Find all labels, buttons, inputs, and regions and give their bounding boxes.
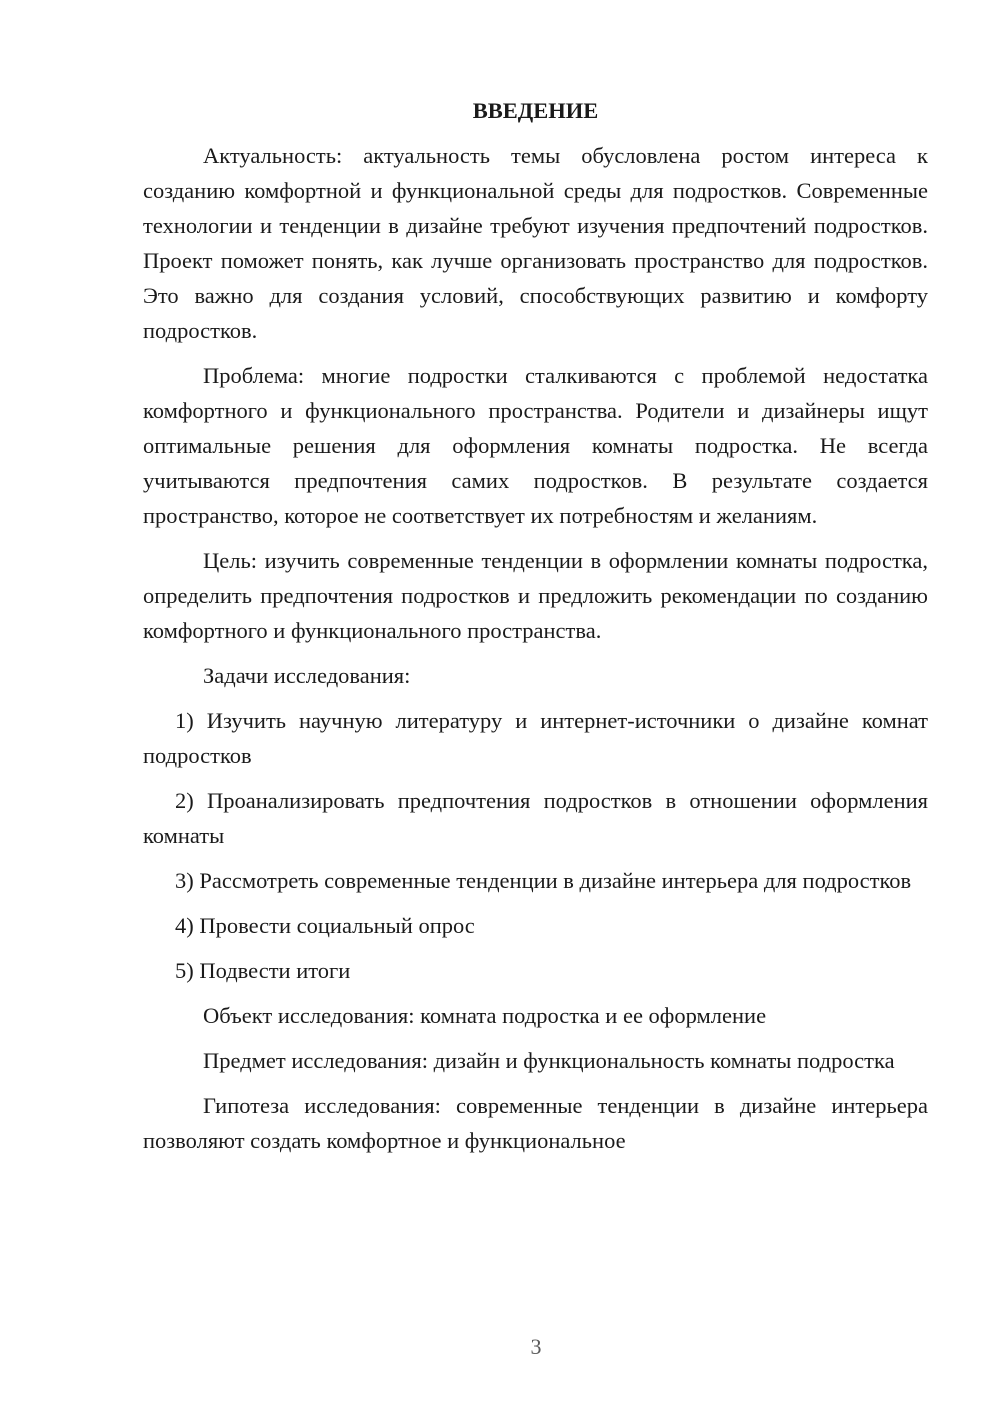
goal-paragraph: Цель: изучить современные тенденции в оформлении комнаты подростка, определить предпочтения подростков и предложить рекомендации по созданию комфортного и функционального пространства. — [143, 548, 928, 643]
relevance-paragraph: Актуальность: актуальность темы обусловлена ростом интереса к созданию комфортной и функциональной среды для подростков. Современные технологии и тенденции в дизайне требуют изучения предпочтений подростков. Проект поможет понять, как лучше организовать пространство для подростков. Это важно для создания условий, способствующих развитию и комфорту подростков. — [143, 143, 928, 343]
task-item-2: 2) Проанализировать предпочтения подростков в отношении оформления комнаты — [143, 788, 928, 848]
task-item-1: 1) Изучить научную литературу и интернет-источники о дизайне комнат подростков — [143, 708, 928, 768]
tasks-heading: Задачи исследования: — [203, 663, 411, 688]
task-item-5: 5) Подвести итоги — [175, 958, 351, 983]
task-item-4: 4) Провести социальный опрос — [175, 913, 475, 938]
section-title: ВВЕДЕНИЕ — [472, 98, 599, 123]
object-paragraph: Объект исследования: комната подростка и ее оформление — [203, 1003, 767, 1028]
page-number: 3 — [530, 1334, 542, 1359]
task-item-3: 3) Рассмотреть современные тенденции в дизайне интерьера для подростков — [175, 868, 912, 893]
subject-paragraph: Предмет исследования: дизайн и функциональность комнаты подростка — [203, 1048, 895, 1073]
hypothesis-paragraph: Гипотеза исследования: современные тенденции в дизайне интерьера позволяют создать комфортное и функциональное — [143, 1093, 928, 1153]
document-page — [143, 93, 928, 1168]
problem-paragraph: Проблема: многие подростки сталкиваются с проблемой недостатка комфортного и функционального пространства. Родители и дизайнеры ищут оптимальные решения для оформления комнаты подростка. Не всегда учитываются предпочтения самих подростков. В результате создается пространство, которое не соответствует их потребностям и желаниям. — [143, 363, 928, 528]
